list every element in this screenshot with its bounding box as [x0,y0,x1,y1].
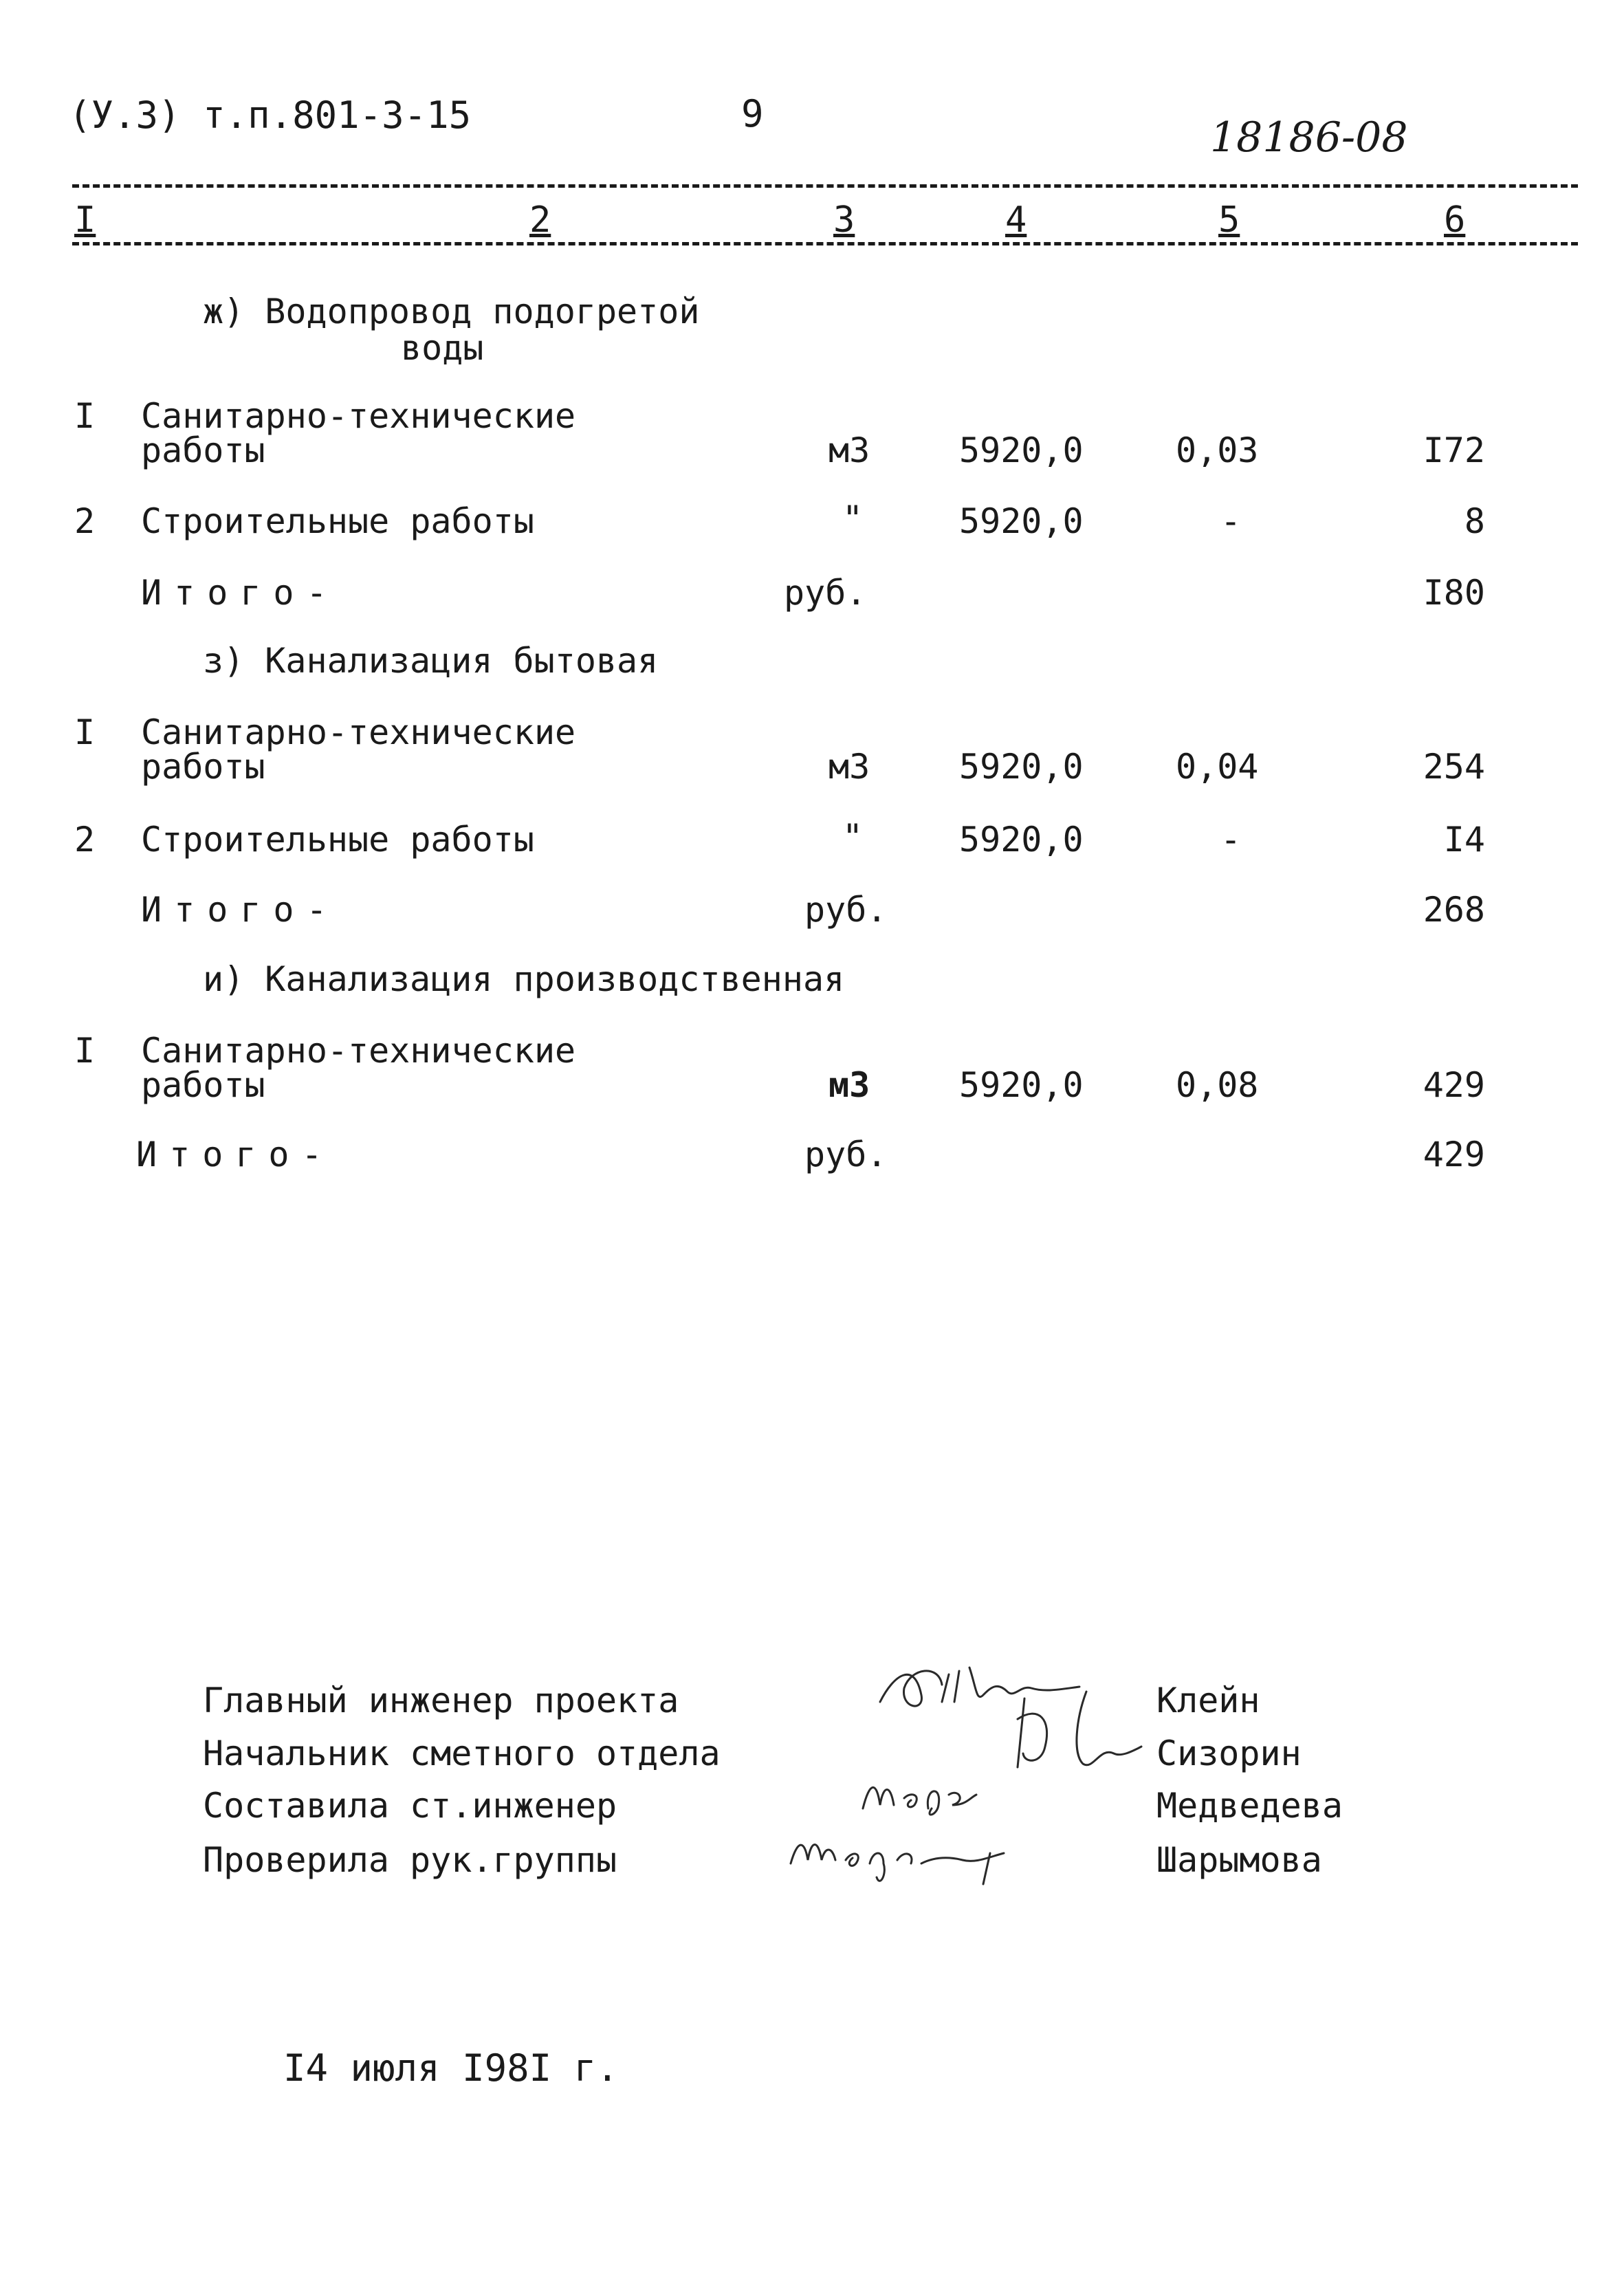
column-header-5: 5 [1218,199,1240,241]
row-sum: 254 [1423,747,1485,787]
row-rate: 0,03 [1176,430,1259,470]
total-unit: руб. [804,890,888,930]
row-number: I [74,712,96,752]
row-name: Санитарно-технические [141,712,576,752]
section-title: ж) Водопровод подогретой [203,292,700,331]
total-unit: руб. [784,573,867,613]
row-name: Санитарно-технические [141,396,576,436]
row-rate: 0,08 [1176,1065,1259,1105]
column-header-1: I [74,199,96,241]
header-rule-bottom [72,242,1578,245]
row-name: Строительные работы [141,820,534,860]
signature-mark [856,1767,1021,1822]
document-date: I4 июля I98I г. [283,2046,619,2090]
row-sum: 8 [1464,501,1485,541]
row-unit: м3 [829,747,870,787]
row-number: I [74,1031,96,1071]
row-name-cont: работы [141,430,265,470]
row-rate: 0,04 [1176,747,1259,787]
row-quantity: 5920,0 [959,820,1084,860]
signer-role: Составила ст.инженер [203,1786,617,1826]
row-quantity: 5920,0 [959,747,1084,787]
signer-name: Клейн [1156,1681,1260,1720]
header-rule-top [72,184,1578,188]
signer-name: Сизорин [1156,1734,1302,1773]
signature-mark [784,1822,1045,1891]
row-sum: I4 [1443,820,1485,860]
signer-name: Медведева [1156,1786,1343,1826]
total-sum: 268 [1423,890,1485,930]
row-number: I [74,396,96,436]
stamp-number: 18186-08 [1210,113,1408,162]
signer-role: Главный инженер проекта [203,1681,679,1720]
row-unit: " [842,817,864,857]
total-unit: руб. [804,1135,888,1174]
row-quantity: 5920,0 [959,430,1084,470]
row-unit: м3 [829,430,870,470]
column-header-3: 3 [833,199,855,241]
column-header-2: 2 [529,199,551,241]
row-quantity: 5920,0 [959,1065,1084,1105]
row-name: Санитарно-технические [141,1031,576,1071]
signature-mark [1004,1678,1155,1781]
total-label: Итого- [141,890,340,930]
row-number: 2 [74,501,96,541]
row-unit: м3 [829,1065,870,1105]
row-unit: " [842,499,864,538]
row-rate: - [1220,820,1242,860]
signer-name: Шарымова [1156,1840,1322,1880]
page-number: 9 [741,92,764,135]
total-label: Итого- [141,573,340,613]
signer-role: Начальник сметного отдела [203,1734,721,1773]
row-name-cont: работы [141,1065,265,1105]
row-sum: I72 [1423,430,1485,470]
row-sum: 429 [1423,1065,1485,1105]
total-sum: I80 [1423,573,1485,613]
section-title-cont: воды [401,328,484,368]
row-rate: - [1220,501,1242,541]
section-title: и) Канализация производственная [203,959,845,999]
column-header-4: 4 [1005,199,1027,241]
column-header-6: 6 [1444,199,1466,241]
signer-role: Проверила рук.группы [203,1840,617,1880]
total-label: Итого- [136,1135,335,1174]
total-sum: 429 [1423,1135,1485,1174]
row-number: 2 [74,820,96,860]
row-name-cont: работы [141,747,265,787]
document-code: (У.3) т.п.801-3-15 [69,94,472,137]
section-title: з) Канализация бытовая [203,641,659,681]
row-quantity: 5920,0 [959,501,1084,541]
row-name: Строительные работы [141,501,534,541]
